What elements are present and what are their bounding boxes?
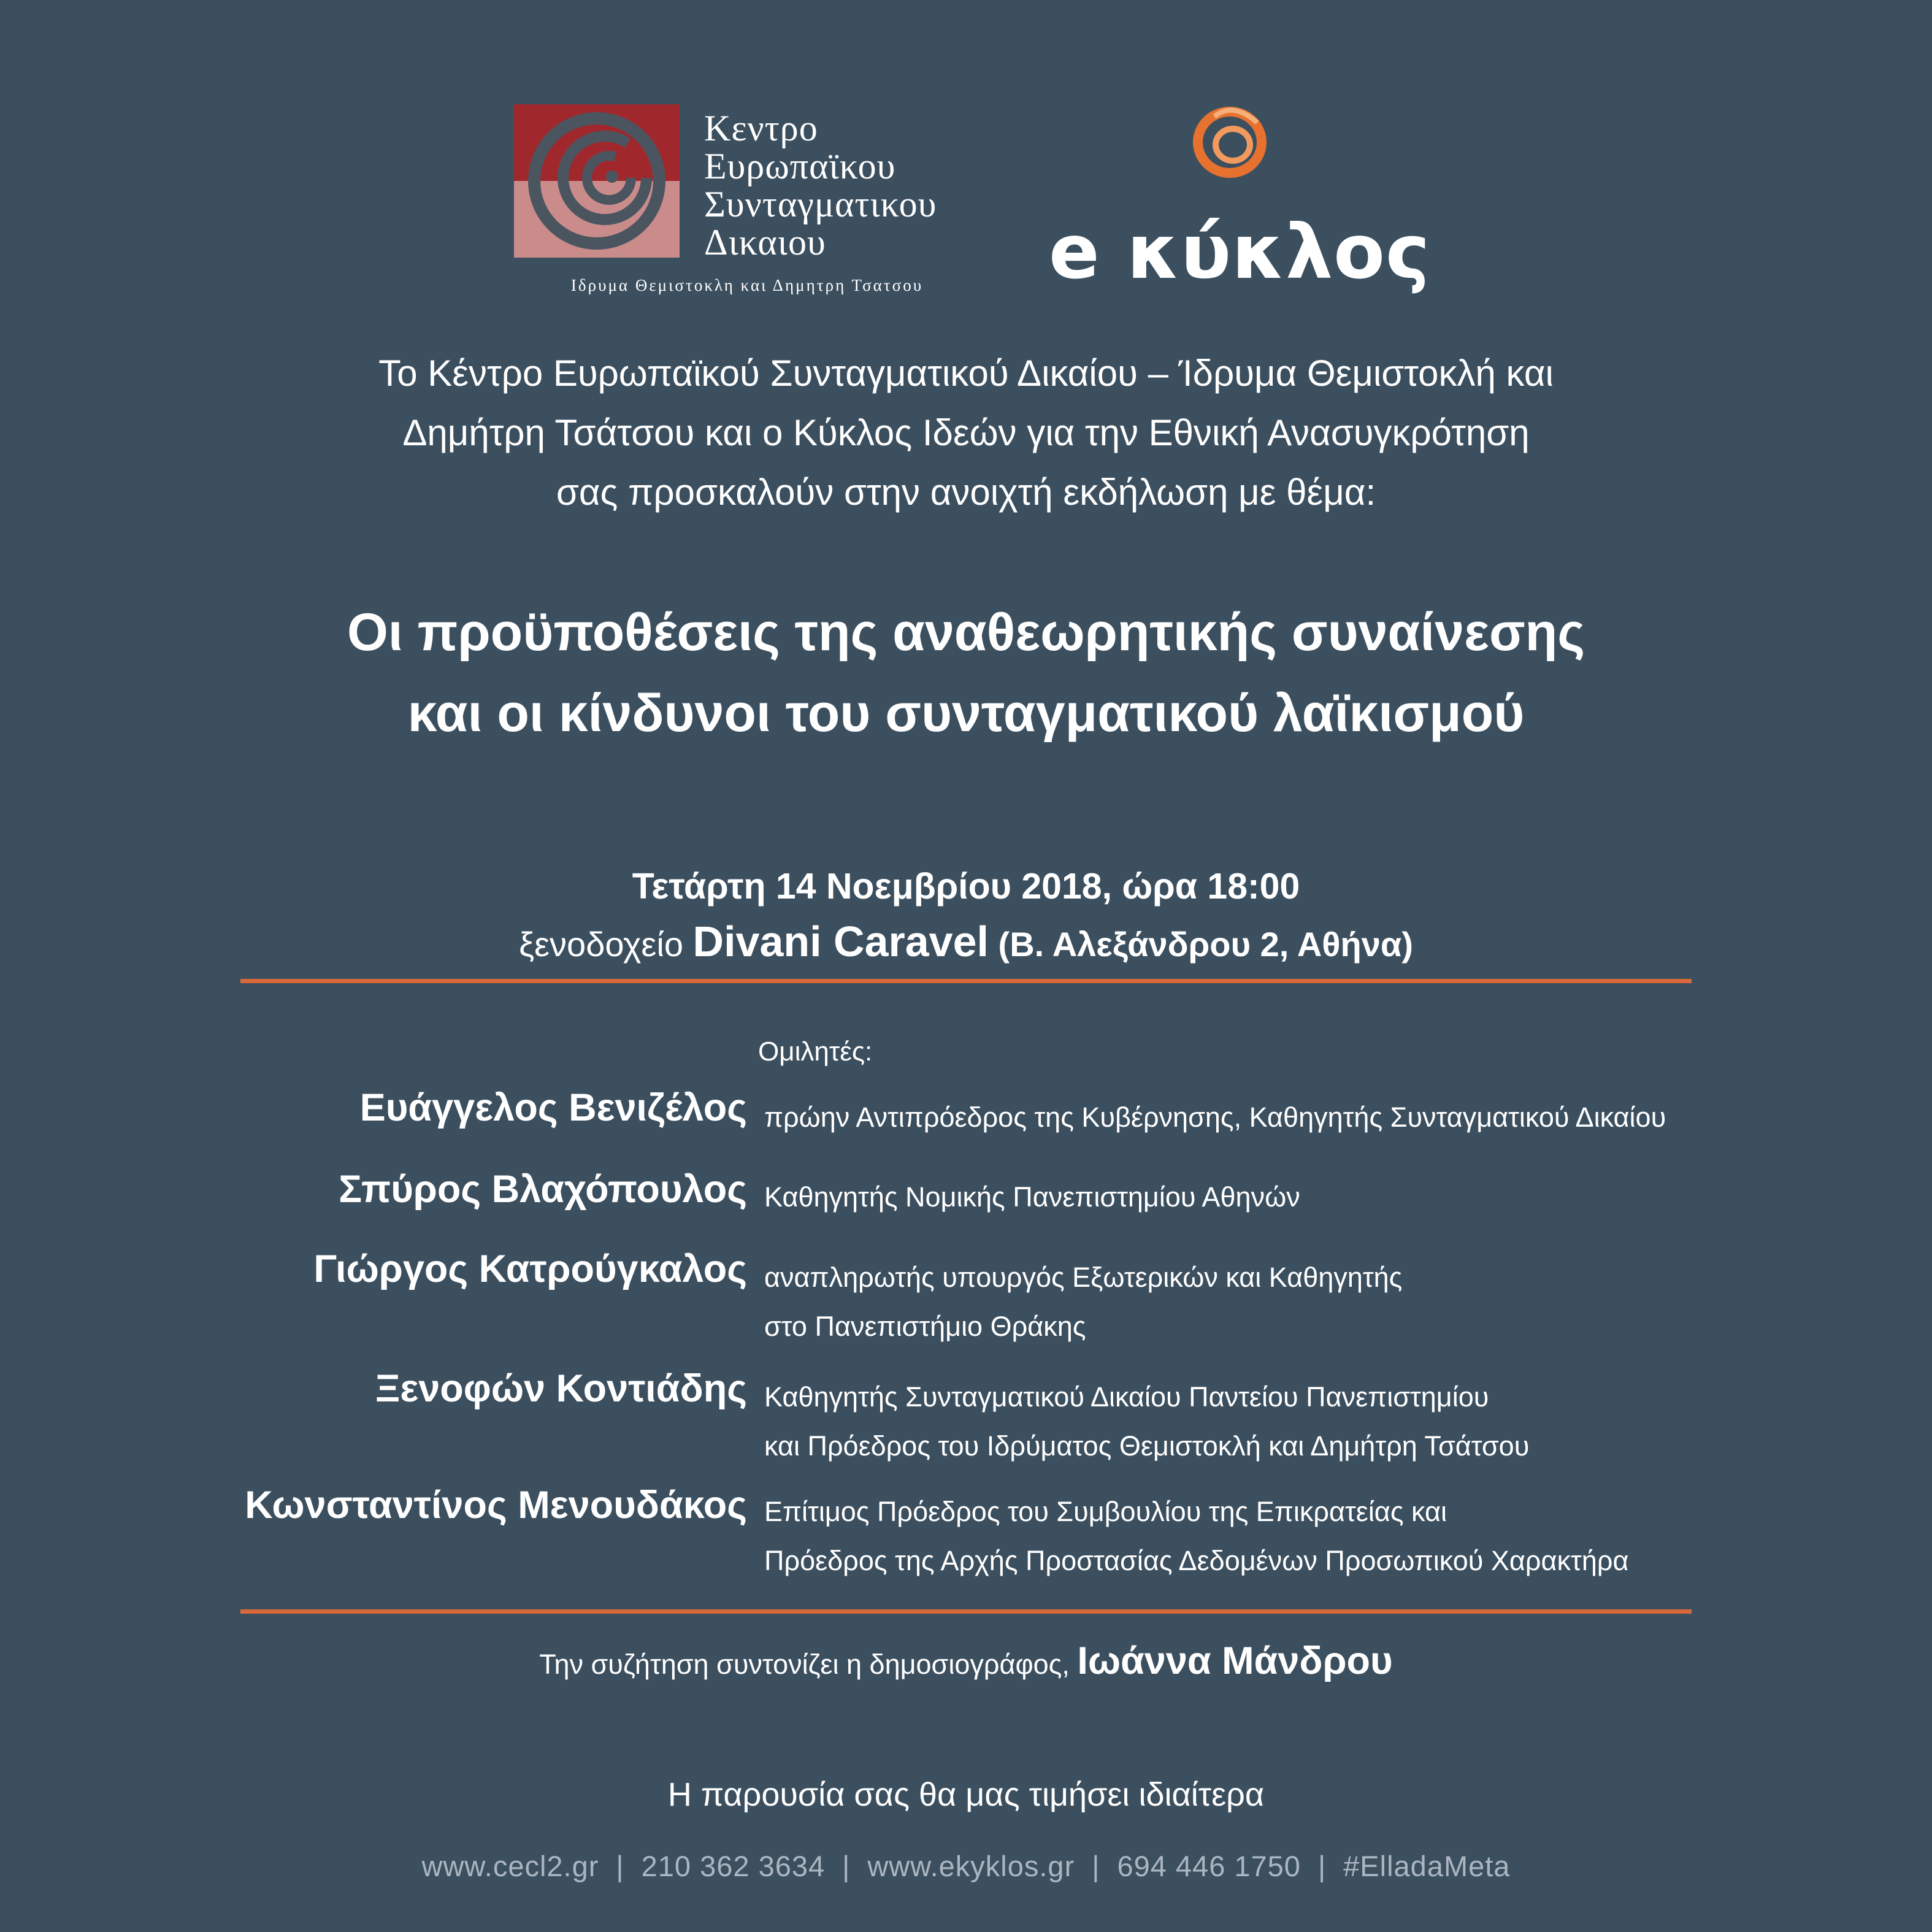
divider-bottom xyxy=(240,1609,1692,1614)
speaker-role xyxy=(764,1487,1628,1585)
speaker-role-line: Επίτιμος Πρόεδρος του Συμβουλίου της Επικρατείας και xyxy=(764,1496,1447,1527)
footer-separator: | xyxy=(1317,1850,1327,1882)
speaker-role-line: Πρόεδρος της Αρχής Προστασίας Δεδομένων Προσωπικού Χαρακτήρα xyxy=(764,1545,1629,1576)
speaker-role-line: στο Πανεπιστήμιο Θράκης xyxy=(764,1311,1086,1342)
cecl-subtitle: Ιδρυμα Θεμιστοκλη και Δημητρη Τσατσου xyxy=(570,276,924,294)
moderator xyxy=(0,1639,1932,1683)
ekyklos-logo xyxy=(1049,104,1431,301)
speaker-name: Κωνσταντίνος Μενουδάκος xyxy=(245,1484,747,1527)
speaker-name: Σπύρος Βλαχόπουλος xyxy=(339,1168,747,1211)
moderator-prefix: Την συζήτηση συντονίζει η δημοσιογράφος, xyxy=(539,1649,1078,1680)
cecl-spiral-icon xyxy=(514,104,680,258)
speaker-role-line: αναπληρωτής υπουργός Εξωτερικών και Καθηγητής xyxy=(764,1262,1403,1293)
footer-hashtag[interactable]: #ElladaMeta xyxy=(1343,1850,1511,1882)
cecl-name-line: Δικαιου xyxy=(704,222,826,263)
venue-address: (Β. Αλεξάνδρου 2, Αθήνα) xyxy=(989,925,1413,964)
speaker-name: Ευάγγελος Βενιζέλος xyxy=(359,1086,747,1129)
intro-line: Δημήτρη Τσάτσου και ο Κύκλος Ιδεών για την Εθνική Ανασυγκρότηση xyxy=(402,412,1530,453)
intro-line: Το Κέντρο Ευρωπαϊκού Συνταγματικού Δικαίου – Ίδρυμα Θεμιστοκλή και xyxy=(378,353,1554,394)
speaker-role xyxy=(764,1373,1529,1471)
speaker-role-line: Καθηγητής Συνταγματικού Δικαίου Παντείου Πανεπιστημίου xyxy=(764,1381,1489,1413)
speaker-name: Γιώργος Κατρούγκαλος xyxy=(313,1248,747,1290)
footer-phone-cecl[interactable]: 210 362 3634 xyxy=(641,1850,826,1882)
event-venue xyxy=(0,914,1932,972)
event-title-line: και οι κίνδυνοι του συνταγματικού λαϊκισμού xyxy=(407,684,1525,743)
event-title xyxy=(0,592,1932,754)
speakers-label: Ομιλητές: xyxy=(758,1037,873,1067)
venue-prefix: ξενοδοχείο xyxy=(519,925,693,964)
footer-separator: | xyxy=(842,1850,851,1882)
footer-separator: | xyxy=(616,1850,624,1882)
speaker-role-line: και Πρόεδρος του Ιδρύματος Θεμιστοκλή και Δημήτρη Τσάτσου xyxy=(764,1430,1530,1462)
intro-line: σας προσκαλούν στην ανοιχτή εκδήλωση με θέμα: xyxy=(556,472,1376,513)
speaker-role xyxy=(764,1173,1300,1222)
venue-hotel: Divani Caravel xyxy=(692,918,989,965)
speaker-name: Ξενοφών Κοντιάδης xyxy=(375,1367,747,1410)
footer-link-ekyklos[interactable]: www.ekyklos.gr xyxy=(867,1850,1075,1882)
footer-separator: | xyxy=(1092,1850,1100,1882)
divider-top xyxy=(240,979,1692,983)
footer-phone-ekyklos[interactable]: 694 446 1750 xyxy=(1117,1850,1301,1882)
speaker-role xyxy=(764,1093,1666,1142)
event-title-line: Οι προϋποθέσεις της αναθεωρητικής συναίνεσης xyxy=(347,603,1585,662)
moderator-name: Ιωάννα Μάνδρου xyxy=(1077,1639,1393,1682)
footer-link-cecl[interactable]: www.cecl2.gr xyxy=(421,1850,599,1882)
speaker-role-line: Καθηγητής Νομικής Πανεπιστημίου Αθηνών xyxy=(764,1181,1300,1213)
cecl-name xyxy=(704,109,999,261)
footer-contacts xyxy=(0,1849,1932,1883)
closing-text: Η παρουσία σας θα μας τιμήσει ιδιαίτερα xyxy=(667,1776,1265,1813)
cecl-name-line: Συνταγματικου xyxy=(704,184,937,224)
cecl-name-line: Κεντρο xyxy=(704,108,818,148)
event-date: Τετάρτη 14 Νοεμβρίου 2018, ώρα 18:00 xyxy=(632,866,1300,907)
intro-text xyxy=(0,343,1932,522)
speaker-role xyxy=(764,1253,1402,1351)
ekyklos-ring-icon xyxy=(1190,104,1270,178)
ekyklos-wordmark: e κύκλος xyxy=(1049,209,1431,296)
speaker-role-line: πρώην Αντιπρόεδρος της Κυβέρνησης, Καθηγητής Συνταγματικού Δικαίου xyxy=(764,1102,1666,1133)
cecl-name-line: Ευρωπαϊκου xyxy=(704,146,896,186)
